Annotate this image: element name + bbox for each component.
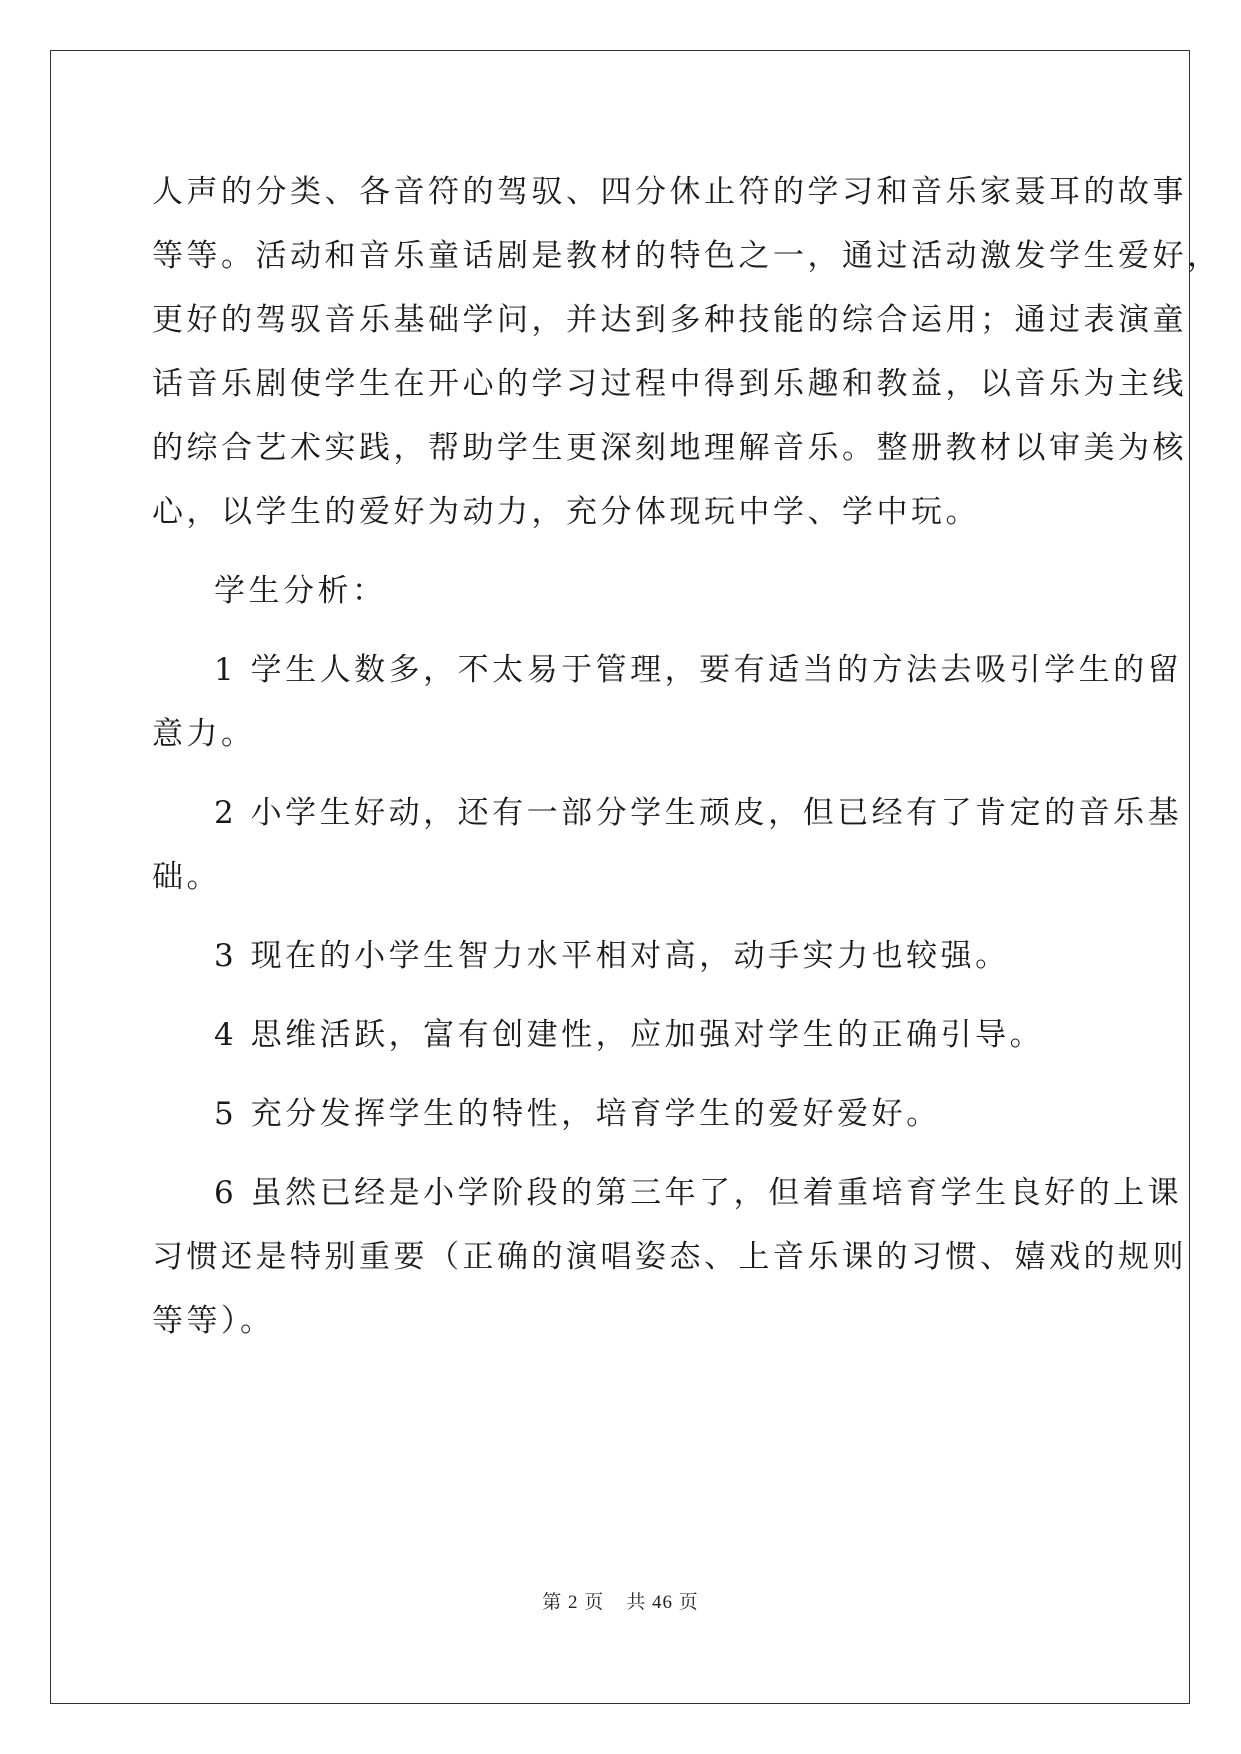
page-number: 第 2 页 (542, 1592, 605, 1613)
paragraph-item-2 (152, 781, 1183, 909)
heading-text: 学生分析： (214, 573, 387, 609)
paragraph-item-3 (152, 924, 1092, 988)
text-line: 等等）。 (152, 1303, 275, 1339)
paragraph-item-5 (152, 1082, 1092, 1146)
text-line: 心，以学生的爱好为动力，充分体现玩中学、学中玩。 (152, 494, 980, 530)
text-line: 习惯还是特别重要（正确的演唱姿态、上音乐课的习惯、嬉戏的规则 (152, 1239, 1187, 1275)
paragraph-textbook-features (152, 160, 1222, 544)
paragraph-item-6 (152, 1161, 1187, 1353)
text-line: 6 虽然已经是小学阶段的第三年了，但着重培育学生良好的上课 (214, 1175, 1183, 1211)
text-line: 人声的分类、各音符的驾驭、四分休止符的学习和音乐家聂耳的故事 (152, 174, 1187, 210)
text-line: 2 小学生好动，还有一部分学生顽皮，但已经有了肯定的音乐基 (214, 795, 1183, 831)
text-line: 等等。活动和音乐童话剧是教材的特色之一，通过活动激发学生爱好， (152, 238, 1222, 274)
text-line: 的综合艺术实践，帮助学生更深刻地理解音乐。整册教材以审美为核 (152, 430, 1187, 466)
text-line: 意力。 (152, 716, 256, 752)
paragraph-item-4 (152, 1003, 1092, 1067)
text-line: 话音乐剧使学生在开心的学习过程中得到乐趣和教益，以音乐为主线 (152, 366, 1187, 402)
document-body (152, 160, 1222, 1368)
text-line: 础。 (152, 859, 221, 895)
text-line: 4 思维活跃，富有创建性，应加强对学生的正确引导。 (214, 1017, 1045, 1053)
text-line: 5 充分发挥学生的特性，培育学生的爱好爱好。 (214, 1096, 941, 1132)
text-line: 更好的驾驭音乐基础学问，并达到多种技能的综合运用；通过表演童 (152, 302, 1187, 338)
page-footer (0, 1587, 1241, 1614)
page-total: 共 46 页 (626, 1592, 699, 1613)
section-heading-student-analysis (152, 559, 1092, 623)
text-line: 1 学生人数多，不太易于管理，要有适当的方法去吸引学生的留 (214, 652, 1183, 688)
text-line: 3 现在的小学生智力水平相对高，动手实力也较强。 (214, 938, 1010, 974)
paragraph-item-1 (152, 638, 1183, 766)
